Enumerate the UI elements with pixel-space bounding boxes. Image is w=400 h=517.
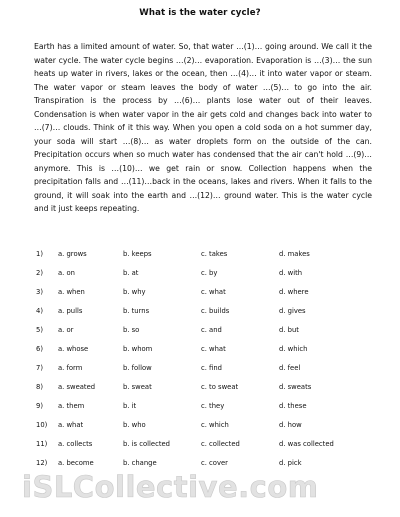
question-row <box>36 383 376 395</box>
option-a: a. become <box>58 459 94 467</box>
option-b: b. turns <box>123 307 150 315</box>
option-c: c. and <box>201 326 222 334</box>
option-c: c. find <box>201 364 222 372</box>
option-b: b. it <box>123 402 137 410</box>
option-c: c. to sweat <box>201 383 239 391</box>
option-d: d. these <box>279 402 307 410</box>
option-c: c. builds <box>201 307 230 315</box>
option-a: a. on <box>58 269 75 277</box>
option-d: d. feel <box>279 364 301 372</box>
question-row <box>36 250 376 262</box>
option-d: d. how <box>279 421 302 429</box>
option-a: a. sweated <box>58 383 96 391</box>
question-row <box>36 269 376 281</box>
question-number: 5) <box>36 326 43 334</box>
option-b: b. who <box>123 421 146 429</box>
question-number: 1) <box>36 250 43 258</box>
question-number: 9) <box>36 402 43 410</box>
question-row <box>36 364 376 376</box>
option-b: b. at <box>123 269 139 277</box>
option-d: d. but <box>279 326 299 334</box>
option-a: a. pulls <box>58 307 83 315</box>
question-number: 7) <box>36 364 43 372</box>
option-d: d. which <box>279 345 308 353</box>
option-a: a. them <box>58 402 85 410</box>
question-number: 4) <box>36 307 43 315</box>
option-a: a. form <box>58 364 83 372</box>
question-number: 11) <box>36 440 48 448</box>
question-number: 12) <box>36 459 48 467</box>
option-d: d. with <box>279 269 303 277</box>
option-c: c. takes <box>201 250 228 258</box>
option-a: a. collects <box>58 440 93 448</box>
site-watermark: iSLCollective.com <box>22 470 319 504</box>
question-number: 8) <box>36 383 43 391</box>
option-c: c. what <box>201 288 226 296</box>
worksheet-title: What is the water cycle? <box>139 8 261 18</box>
option-d: d. was collected <box>279 440 334 448</box>
question-number: 6) <box>36 345 43 353</box>
option-b: b. is collected <box>123 440 170 448</box>
question-row <box>36 288 376 300</box>
reading-passage: Earth has a limited amount of water. So, that water …(1)… going around. We call it the water cycle. The water cycle begins …(2)… evaporation. Evaporation is …(3)… the sun heats up water in rivers, lakes or the ocean, then …(4)… it into water vapor or steam. The water vapor or steam leaves the body of water …(5)… to go into the air. Transpiration is the process by …(6)… plants lose water out of their leaves. Condensation is when water vapor in the air gets cold and changes back into water to …(7)… clouds. Think of it this way. When you open a cold soda on a hot summer day, your soda will start …(8)… as water droplets form on the outside of the can. Precipitation occurs when so much water has condensed that the air can't hold …(9)… anymore. This is …(10)… we get rain or snow. Collection happens when the precipitation falls and …(11)…back in the oceans, lakes and rivers. When it falls to the ground, it will soak into the earth and …(12)… ground water. This is the water cycle and it just keeps repeating. <box>34 42 372 213</box>
question-row <box>36 307 376 319</box>
option-d: d. sweats <box>279 383 312 391</box>
option-c: c. by <box>201 269 218 277</box>
question-row <box>36 402 376 414</box>
option-c: c. what <box>201 345 226 353</box>
option-a: a. whose <box>58 345 89 353</box>
option-a: a. or <box>58 326 74 334</box>
question-number: 2) <box>36 269 43 277</box>
option-a: a. grows <box>58 250 87 258</box>
question-row <box>36 421 376 433</box>
option-d: d. gives <box>279 307 306 315</box>
option-b: b. whom <box>123 345 153 353</box>
option-b: b. follow <box>123 364 152 372</box>
option-b: b. change <box>123 459 157 467</box>
option-b: b. so <box>123 326 140 334</box>
question-row <box>36 326 376 338</box>
option-b: b. why <box>123 288 146 296</box>
option-d: d. where <box>279 288 309 296</box>
option-d: d. pick <box>279 459 302 467</box>
question-number: 10) <box>36 421 48 429</box>
option-c: c. cover <box>201 459 228 467</box>
option-c: c. which <box>201 421 229 429</box>
option-c: c. they <box>201 402 225 410</box>
option-d: d. makes <box>279 250 310 258</box>
question-number: 3) <box>36 288 43 296</box>
option-b: b. keeps <box>123 250 152 258</box>
option-c: c. collected <box>201 440 240 448</box>
option-a: a. what <box>58 421 84 429</box>
question-row <box>36 440 376 452</box>
option-a: a. when <box>58 288 85 296</box>
question-row <box>36 345 376 357</box>
option-b: b. sweat <box>123 383 152 391</box>
